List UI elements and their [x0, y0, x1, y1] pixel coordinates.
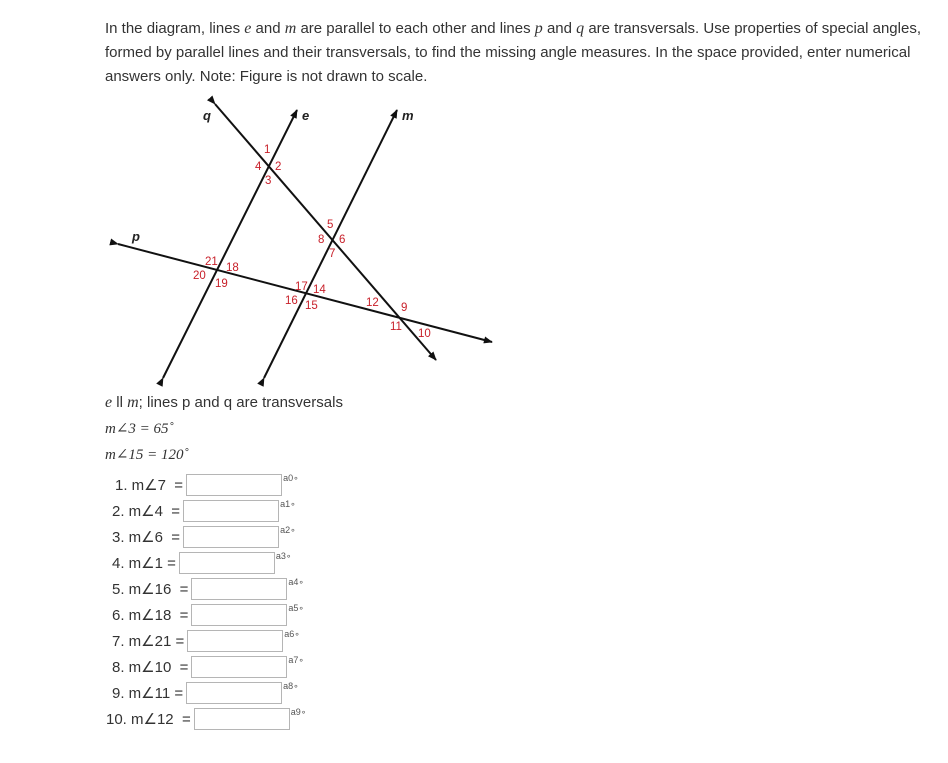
angle-label-15: 15	[305, 300, 318, 312]
question-label-7: 7. m∠21 =	[112, 633, 185, 650]
angle-label-18: 18	[226, 262, 239, 274]
angle-label-4: 4	[255, 161, 262, 173]
line-label-m: m	[402, 108, 414, 123]
question-row-10	[106, 706, 306, 732]
answer-tag-10: a9∘	[290, 707, 307, 717]
angle-label-14: 14	[313, 284, 326, 296]
question-label-2: 2. m∠4 =	[112, 503, 181, 520]
question-row-5	[112, 576, 304, 602]
line-m	[264, 110, 397, 378]
question-row-1	[115, 472, 299, 498]
question-label-4: 4. m∠1 =	[112, 555, 176, 572]
angle-label-1: 1	[264, 144, 271, 156]
question-label-6: 6. m∠18 =	[112, 607, 189, 624]
angle-label-2: 2	[275, 161, 282, 173]
question-label-5: 5. m∠16 =	[112, 581, 189, 598]
question-row-6	[112, 602, 304, 628]
answer-input-5[interactable]	[191, 578, 287, 600]
answer-tag-1: a0∘	[283, 473, 299, 483]
angle-label-3: 3	[265, 175, 272, 187]
question-row-8	[112, 654, 304, 680]
answer-input-2[interactable]	[183, 500, 279, 522]
answer-input-3[interactable]	[183, 526, 279, 548]
angle-label-6: 6	[339, 234, 346, 246]
angle-label-7: 7	[329, 248, 336, 260]
answer-input-1[interactable]	[186, 474, 282, 496]
given-angle-15: m∠15 = 120˚	[105, 447, 189, 463]
line-label-e: e	[302, 108, 310, 123]
angle-label-11: 11	[390, 321, 402, 333]
question-row-3	[112, 524, 296, 550]
question-row-2	[112, 498, 296, 524]
question-label-1: 1. m∠7 =	[115, 477, 184, 494]
angle-label-10: 10	[418, 328, 431, 340]
line-e	[163, 110, 297, 378]
answer-tag-3: a2∘	[280, 525, 296, 535]
angle-label-8: 8	[318, 234, 325, 246]
relation-text: e ll m; lines p and q are transversals	[105, 394, 343, 411]
line-label-q: q	[203, 108, 211, 123]
instructions-text: In the diagram, lines e and m are parallel to each other and lines p and q are transversals. Use properties of special angles, formed by parallel lines and their transversals, to find the missing angle measures. In the space provided, enter numerical answers only. Note: Figure is not drawn to scale.	[105, 20, 921, 85]
given-angle-3: m∠3 = 65˚	[105, 421, 174, 437]
line-p	[118, 244, 492, 342]
question-row-9	[112, 680, 299, 706]
question-row-4	[112, 550, 292, 576]
answer-input-10[interactable]	[194, 708, 290, 730]
answer-input-8[interactable]	[191, 656, 287, 678]
question-label-8: 8. m∠10 =	[112, 659, 189, 676]
angle-label-12: 12	[366, 297, 379, 309]
answer-tag-2: a1∘	[280, 499, 296, 509]
answer-input-6[interactable]	[191, 604, 287, 626]
angle-label-9: 9	[401, 302, 408, 314]
answer-tag-6: a5∘	[288, 603, 305, 613]
answer-tag-4: a3∘	[275, 551, 292, 561]
answer-input-7[interactable]	[187, 630, 283, 652]
question-label-3: 3. m∠6 =	[112, 529, 181, 546]
answer-input-4[interactable]	[179, 552, 275, 574]
answer-tag-7: a6∘	[284, 629, 300, 639]
question-label-10: 10. m∠12 =	[106, 711, 191, 728]
angle-label-20: 20	[193, 270, 206, 282]
question-row-7	[112, 628, 300, 654]
question-label-9: 9. m∠11 =	[112, 685, 184, 702]
answer-tag-5: a4∘	[288, 577, 305, 587]
angle-label-21: 21	[205, 256, 218, 268]
angle-label-19: 19	[215, 278, 228, 290]
answer-tag-9: a8∘	[283, 681, 299, 691]
angle-label-5: 5	[327, 219, 334, 231]
line-q	[215, 104, 436, 360]
angle-label-17: 17	[295, 281, 308, 293]
answer-tag-8: a7∘	[288, 655, 305, 665]
line-label-p: p	[132, 229, 140, 244]
angle-label-16: 16	[285, 295, 298, 307]
answer-input-9[interactable]	[186, 682, 282, 704]
